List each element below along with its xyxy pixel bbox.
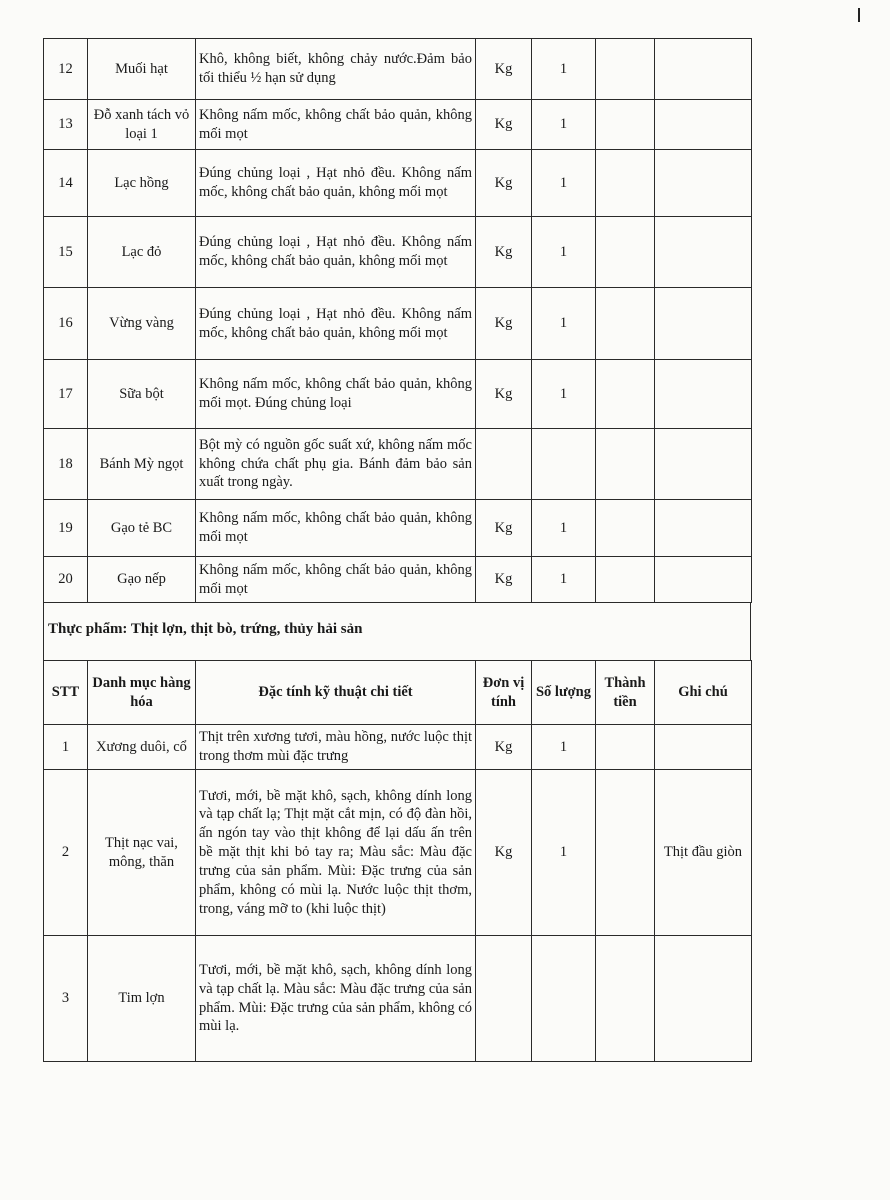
note-cell — [655, 936, 752, 1062]
total-cell — [596, 39, 655, 100]
stt-cell: 16 — [44, 288, 88, 360]
total-cell — [596, 288, 655, 360]
table-row — [44, 429, 752, 500]
total-cell — [596, 557, 655, 603]
total-cell — [596, 770, 655, 936]
product-table-meat — [43, 660, 752, 1062]
note-cell: Thịt đầu giòn — [655, 770, 752, 936]
spec-cell: Đúng chủng loại , Hạt nhỏ đều. Không nấm mốc, không chất bảo quản, không mối mọt — [196, 150, 476, 217]
item-name-cell: Lạc đỏ — [88, 217, 196, 288]
header-qty: Số lượng — [532, 661, 596, 725]
qty-cell: 1 — [532, 217, 596, 288]
total-cell — [596, 500, 655, 557]
spec-cell: Bột mỳ có nguồn gốc suất xứ, không nấm mốc không chứa chất phụ gia. Bánh đảm bảo sản xuất trong ngày. — [196, 429, 476, 500]
total-cell — [596, 360, 655, 429]
unit-cell: Kg — [476, 725, 532, 770]
spec-cell: Khô, không biết, không chảy nước.Đảm bảo tối thiểu ½ hạn sử dụng — [196, 39, 476, 100]
total-cell — [596, 936, 655, 1062]
note-cell — [655, 725, 752, 770]
total-cell — [596, 429, 655, 500]
qty-cell: 1 — [532, 770, 596, 936]
spec-cell: Tươi, mới, bề mặt khô, sạch, không dính long và tạp chất lạ. Màu sắc: Màu đặc trưng của sản phẩm. Mùi: Đặc trưng của sản phẩm, không có mùi lạ. — [196, 936, 476, 1062]
page-edge-mark — [858, 8, 860, 22]
table-row — [44, 150, 752, 217]
total-cell — [596, 217, 655, 288]
unit-cell: Kg — [476, 288, 532, 360]
item-name-cell: Gạo nếp — [88, 557, 196, 603]
item-name-cell: Gạo tẻ BC — [88, 500, 196, 557]
item-name-cell: Bánh Mỳ ngọt — [88, 429, 196, 500]
stt-cell: 1 — [44, 725, 88, 770]
section-heading-row — [43, 603, 751, 660]
total-cell — [596, 100, 655, 150]
header-spec: Đặc tính kỹ thuật chi tiết — [196, 661, 476, 725]
stt-cell: 3 — [44, 936, 88, 1062]
unit-cell: Kg — [476, 770, 532, 936]
table-row — [44, 557, 752, 603]
table-header-row — [44, 661, 752, 725]
unit-cell: Kg — [476, 100, 532, 150]
note-cell — [655, 39, 752, 100]
note-cell — [655, 557, 752, 603]
table-row — [44, 100, 752, 150]
note-cell — [655, 500, 752, 557]
stt-cell: 18 — [44, 429, 88, 500]
note-cell — [655, 429, 752, 500]
qty-cell — [532, 429, 596, 500]
stt-cell: 15 — [44, 217, 88, 288]
note-cell — [655, 150, 752, 217]
header-unit: Đơn vị tính — [476, 661, 532, 725]
qty-cell: 1 — [532, 557, 596, 603]
qty-cell: 1 — [532, 39, 596, 100]
stt-cell: 2 — [44, 770, 88, 936]
qty-cell: 1 — [532, 725, 596, 770]
table-row — [44, 288, 752, 360]
product-table-grains — [43, 38, 752, 603]
spec-cell: Không nấm mốc, không chất bảo quản, không mối mọt — [196, 557, 476, 603]
table-row — [44, 725, 752, 770]
note-cell — [655, 288, 752, 360]
spec-cell: Đúng chủng loại , Hạt nhỏ đều. Không nấm mốc, không chất bảo quản, không mối mọt — [196, 288, 476, 360]
qty-cell: 1 — [532, 500, 596, 557]
unit-cell — [476, 429, 532, 500]
note-cell — [655, 217, 752, 288]
header-note: Ghi chú — [655, 661, 752, 725]
item-name-cell: Tim lợn — [88, 936, 196, 1062]
total-cell — [596, 725, 655, 770]
unit-cell: Kg — [476, 360, 532, 429]
spec-cell: Không nấm mốc, không chất bảo quản, không mối mọt — [196, 500, 476, 557]
header-item: Danh mục hàng hóa — [88, 661, 196, 725]
item-name-cell: Đỗ xanh tách vỏ loại 1 — [88, 100, 196, 150]
table-row — [44, 360, 752, 429]
total-cell — [596, 150, 655, 217]
item-name-cell: Sữa bột — [88, 360, 196, 429]
spec-cell: Không nấm mốc, không chất bảo quản, không mối mọt. Đúng chủng loại — [196, 360, 476, 429]
item-name-cell: Muối hạt — [88, 39, 196, 100]
table-row — [44, 500, 752, 557]
item-name-cell: Thịt nạc vai, mông, thăn — [88, 770, 196, 936]
header-total: Thành tiền — [596, 661, 655, 725]
stt-cell: 17 — [44, 360, 88, 429]
item-name-cell: Vừng vàng — [88, 288, 196, 360]
qty-cell: 1 — [532, 100, 596, 150]
qty-cell: 1 — [532, 150, 596, 217]
stt-cell: 13 — [44, 100, 88, 150]
note-cell — [655, 100, 752, 150]
table-row — [44, 936, 752, 1062]
spec-cell: Thịt trên xương tươi, màu hồng, nước luộc thịt trong thơm mùi đặc trưng — [196, 725, 476, 770]
qty-cell — [532, 936, 596, 1062]
spec-cell: Không nấm mốc, không chất bảo quản, không mối mọt — [196, 100, 476, 150]
stt-cell: 14 — [44, 150, 88, 217]
spec-cell: Đúng chủng loại , Hạt nhỏ đều. Không nấm mốc, không chất bảo quản, không mối mọt — [196, 217, 476, 288]
stt-cell: 12 — [44, 39, 88, 100]
unit-cell — [476, 936, 532, 1062]
qty-cell: 1 — [532, 288, 596, 360]
unit-cell: Kg — [476, 217, 532, 288]
table-row — [44, 770, 752, 936]
note-cell — [655, 360, 752, 429]
stt-cell: 19 — [44, 500, 88, 557]
header-stt: STT — [44, 661, 88, 725]
item-name-cell: Lạc hồng — [88, 150, 196, 217]
spec-cell: Tươi, mới, bề mặt khô, sạch, không dính long và tạp chất lạ; Thịt mặt cắt mịn, có độ đàn hồi, ấn ngón tay vào thịt không để lại dấu ấn trên bề mặt thịt khi bỏ tay ra; Màu sắc: Màu đặc trưng của sản phẩm. Mùi: Đặc trưng của sản phẩm, không có mùi lạ. Nước luộc thịt thơm, trong, váng mỡ to (khi luộc thịt) — [196, 770, 476, 936]
stt-cell: 20 — [44, 557, 88, 603]
unit-cell: Kg — [476, 150, 532, 217]
table-row — [44, 39, 752, 100]
unit-cell: Kg — [476, 557, 532, 603]
qty-cell: 1 — [532, 360, 596, 429]
item-name-cell: Xương duôi, cổ — [88, 725, 196, 770]
table-row — [44, 217, 752, 288]
section-title: Thực phẩm: Thịt lợn, thịt bò, trứng, thủy hải sản — [48, 621, 363, 637]
unit-cell: Kg — [476, 500, 532, 557]
unit-cell: Kg — [476, 39, 532, 100]
